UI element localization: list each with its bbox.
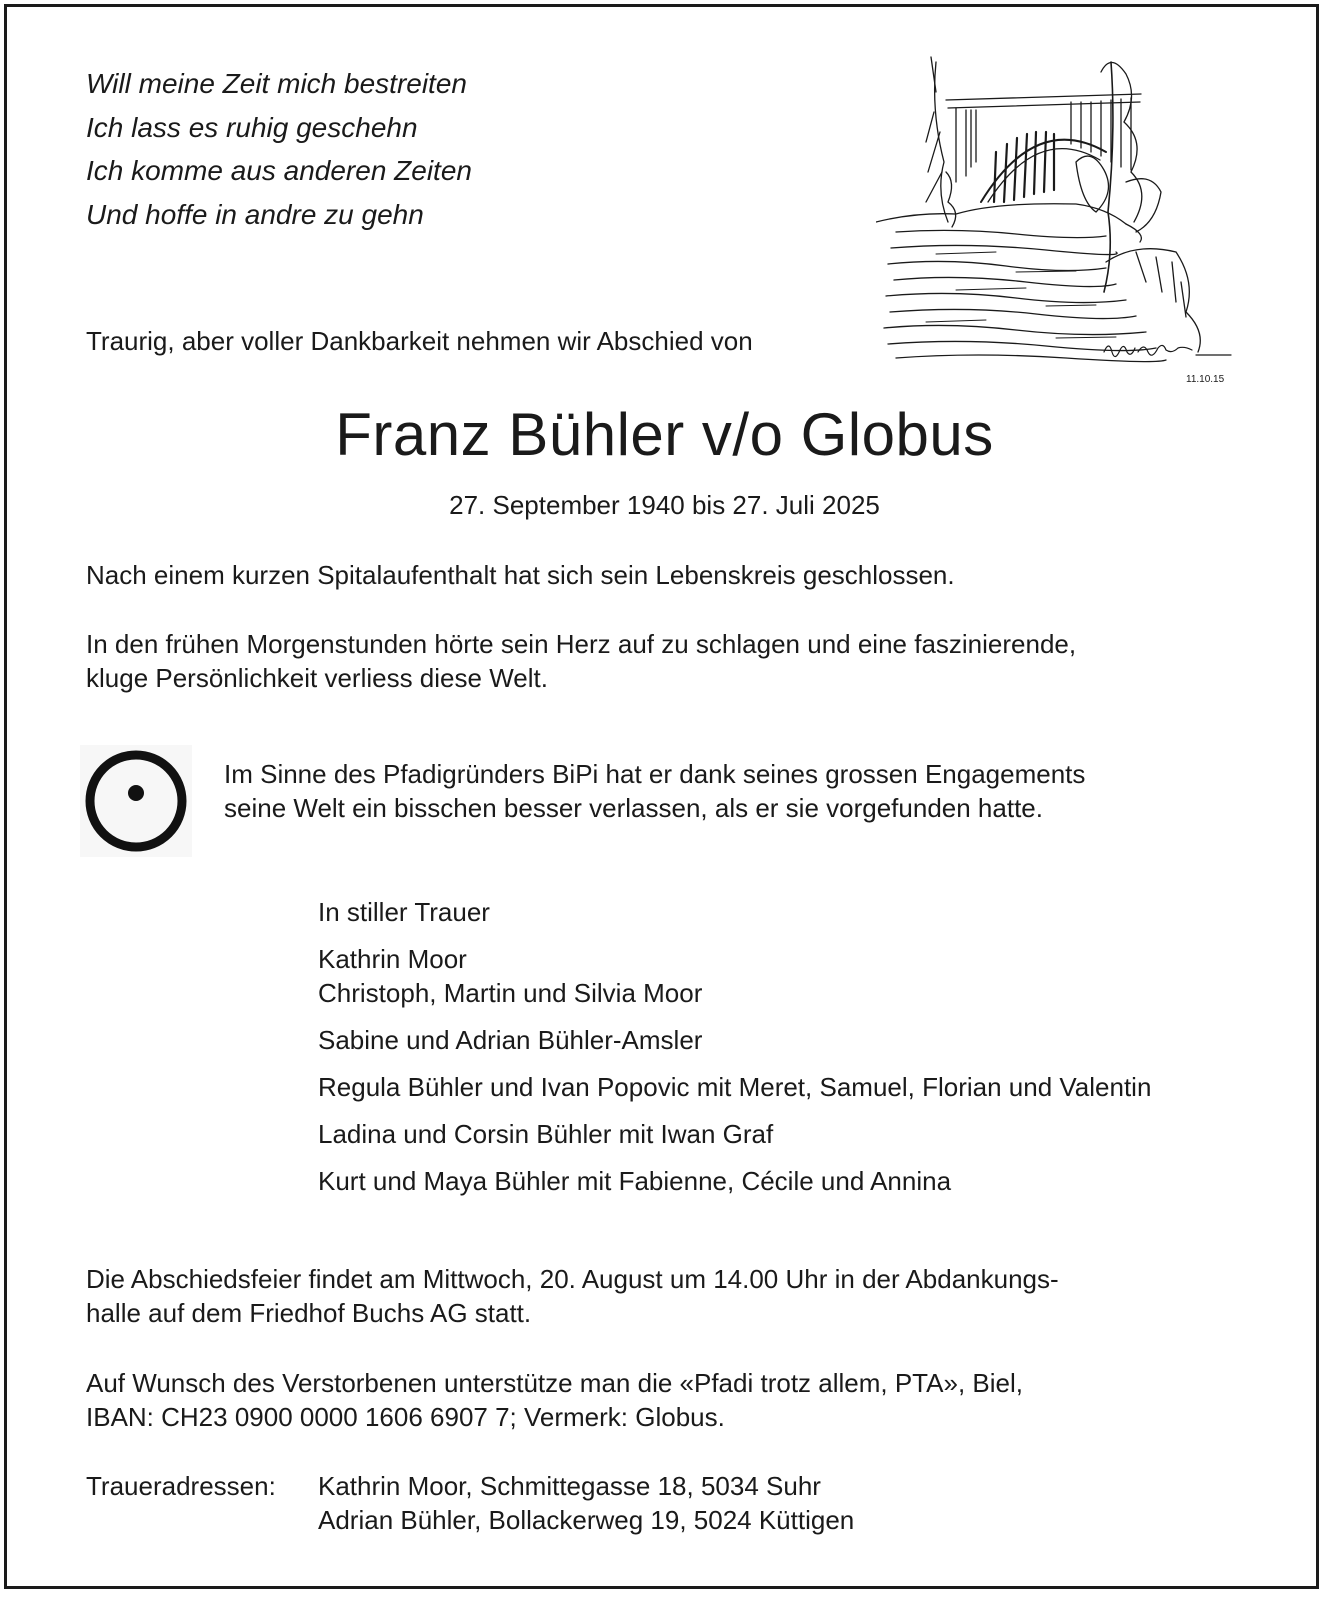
mourner-line: Christoph, Martin und Silvia Moor [318, 978, 703, 1008]
poem-line: Und hoffe in andre zu gehn [86, 198, 424, 230]
poem-line: Ich lass es ruhig geschehn [86, 111, 418, 143]
intro-text: Traurig, aber voller Dankbarkeit nehmen wir Abschied von [86, 326, 753, 356]
mourning-addresses [318, 1469, 854, 1537]
paragraph-line: In den frühen Morgenstunden hörte sein Herz auf zu schlagen und eine faszinierende, [86, 629, 1077, 659]
mourner-group [318, 1117, 1151, 1151]
paragraph-morning [86, 627, 1076, 695]
address-line: Kathrin Moor, Schmittegasse 18, 5034 Suhr [318, 1471, 821, 1501]
donation-line: IBAN: CH23 0900 0000 1606 6907 7; Vermerk: Globus. [86, 1402, 725, 1432]
donation-info [86, 1366, 1023, 1434]
mourner-group [318, 942, 1151, 1010]
poem-line: Will meine Zeit mich bestreiten [86, 68, 467, 99]
mourner-group [318, 1164, 1151, 1198]
ceremony-line: Die Abschiedsfeier findet am Mittwoch, 20. August um 14.00 Uhr in der Abdankungs- [86, 1264, 1059, 1294]
sketch-date: 11.10.15 [1186, 374, 1225, 385]
mourner-line: Regula Bühler und Ivan Popovic mit Meret, Samuel, Florian und Valentin [318, 1072, 1152, 1102]
mourners-heading: In stiller Trauer [318, 897, 490, 927]
mourner-group [318, 1023, 1151, 1057]
scout-tribute-text [224, 757, 1085, 825]
mourner-line: Ladina und Corsin Bühler mit Iwan Graf [318, 1119, 774, 1149]
mourners-list [318, 895, 1151, 1211]
donation-line: Auf Wunsch des Verstorbenen unterstütze man die «Pfadi trotz allem, PTA», Biel, [86, 1368, 1023, 1398]
poem [86, 62, 472, 236]
paragraph-line: kluge Persönlichkeit verliess diese Welt. [86, 663, 548, 693]
scout-tribute-line: Im Sinne des Pfadigründers BiPi hat er dank seines grossen Engagements [224, 759, 1086, 789]
mourner-line: Kathrin Moor [318, 944, 467, 974]
bridge-sketch-illustration [876, 52, 1296, 397]
poem-line: Ich komme aus anderen Zeiten [86, 155, 472, 186]
mourner-group [318, 1070, 1151, 1104]
deceased-name: Franz Bühler v/o Globus [335, 401, 994, 468]
life-dates: 27. September 1940 bis 27. Juli 2025 [449, 490, 880, 520]
ceremony-line: halle auf dem Friedhof Buchs AG statt. [86, 1298, 532, 1328]
address-line: Adrian Bühler, Bollackerweg 19, 5024 Küttigen [318, 1505, 855, 1535]
paragraph-line: Nach einem kurzen Spitalaufenthalt hat sich sein Lebenskreis geschlossen. [86, 560, 955, 590]
paragraph-hospital [86, 558, 955, 592]
mourner-line: Sabine und Adrian Bühler-Amsler [318, 1025, 703, 1055]
scout-going-home-sign-icon [80, 745, 192, 857]
scout-tribute-line: seine Welt ein bisschen besser verlassen, als er sie vorgefunden hatte. [224, 793, 1043, 823]
addresses-label: Traueradressen: [86, 1471, 276, 1501]
mourner-line: Kurt und Maya Bühler mit Fabienne, Cécile und Annina [318, 1166, 952, 1196]
ceremony-info [86, 1262, 1059, 1330]
